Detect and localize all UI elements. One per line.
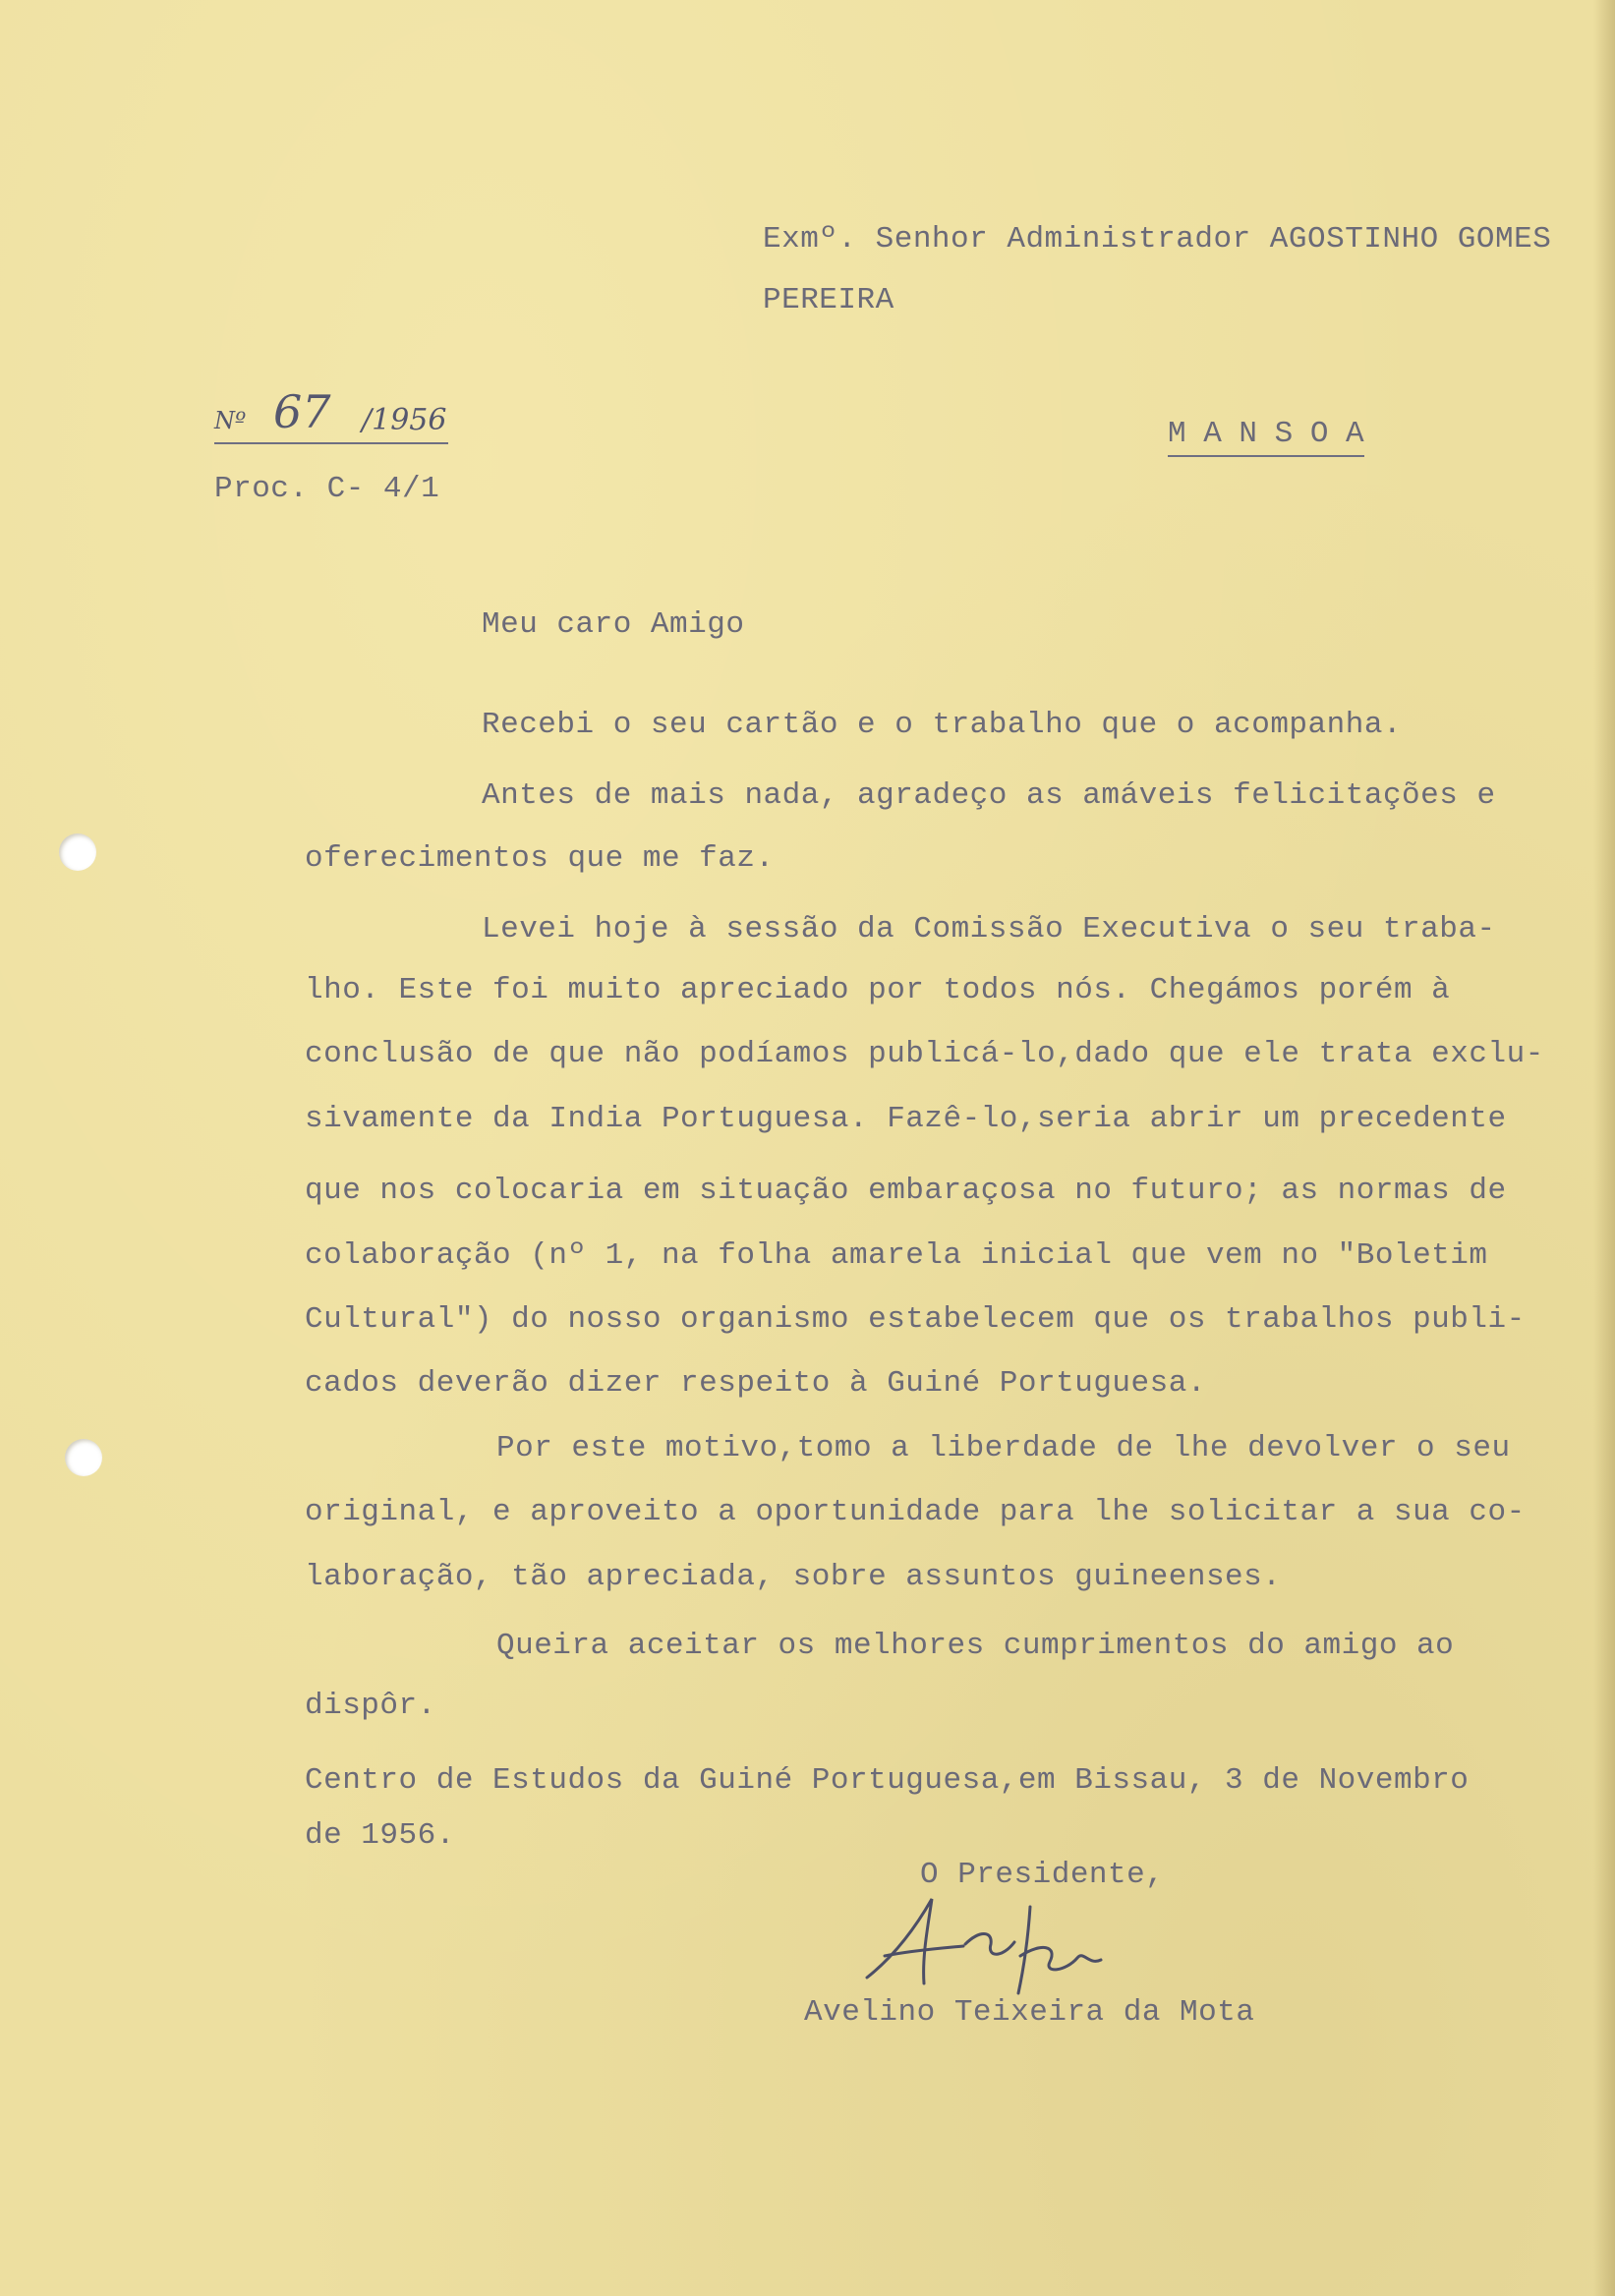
punch-hole-bottom: [65, 1439, 102, 1476]
body-line-4: Levei hoje à sessão da Comissão Executiva o seu traba-: [482, 912, 1496, 947]
body-line-17: Centro de Estudos da Guiné Portuguesa,em Bissau, 3 de Novembro: [305, 1763, 1470, 1798]
body-line-15: Queira aceitar os melhores cumprimentos do amigo ao: [496, 1629, 1455, 1663]
body-line-5: lho. Este foi muito apreciado por todos nós. Chegámos porém à: [305, 973, 1451, 1007]
body-line-18: de 1956.: [305, 1818, 455, 1853]
body-line-9: colaboração (nº 1, na folha amarela inicial que vem no "Boletim: [305, 1238, 1488, 1273]
closing-title: O Presidente,: [920, 1858, 1165, 1892]
body-line-11: cados deverão dizer respeito à Guiné Portuguesa.: [305, 1366, 1206, 1401]
punch-hole-top: [59, 833, 96, 871]
body-line-7: sivamente da India Portuguesa. Fazê-lo,seria abrir um precedente: [305, 1102, 1507, 1136]
reference-number: [214, 385, 448, 444]
body-line-8: que nos colocaria em situação embaraçosa no futuro; as normas de: [305, 1174, 1507, 1208]
number-handwritten: 67: [273, 385, 331, 438]
body-line-3: oferecimentos que me faz.: [305, 841, 775, 876]
body-line-2: Antes de mais nada, agradeço as amáveis felicitações e: [482, 778, 1496, 813]
body-line-10: Cultural") do nosso organismo estabelecem que os trabalhos publi-: [305, 1302, 1526, 1337]
body-line-16: dispôr.: [305, 1689, 436, 1723]
body-line-12: Por este motivo,tomo a liberdade de lhe devolver o seu: [496, 1431, 1511, 1465]
number-year: /1956: [362, 403, 447, 437]
location-mansoa: M A N S O A: [1168, 417, 1364, 457]
recipient-line-2: PEREIRA: [763, 283, 894, 317]
body-line-6: conclusão de que não podíamos publicá-lo,dado que ele trata exclu-: [305, 1037, 1544, 1071]
number-prefix: Nº: [214, 407, 247, 434]
body-line-14: laboração, tão apreciada, sobre assuntos guineenses.: [305, 1560, 1282, 1594]
recipient-line-1: Exmº. Senhor Administrador AGOSTINHO GOMES: [763, 222, 1552, 257]
process-number: Proc. C- 4/1: [214, 472, 440, 506]
body-line-13: original, e aproveito a oportunidade para lhe solicitar a sua co-: [305, 1495, 1526, 1529]
paper-edge-shadow: [1593, 0, 1615, 2296]
body-line-1: Recebi o seu cartão e o trabalho que o acompanha.: [482, 708, 1403, 742]
signatory-name: Avelino Teixeira da Mota: [804, 1995, 1255, 2030]
salutation: Meu caro Amigo: [482, 607, 745, 642]
